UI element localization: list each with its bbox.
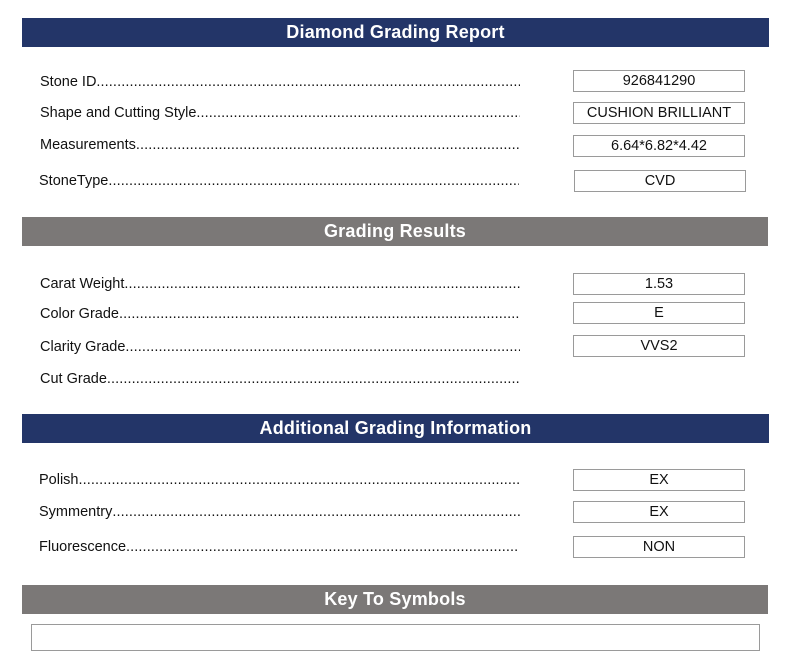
polish-label: Polish	[39, 472, 79, 488]
stone-id-value: 926841290	[573, 70, 745, 92]
section-header-grading: Grading Results	[22, 217, 768, 246]
color-value: E	[573, 302, 745, 324]
symmetry-value: EX	[573, 501, 745, 523]
leader-dots	[196, 105, 520, 121]
stone-type-row	[39, 171, 519, 191]
shape-row	[40, 103, 520, 123]
stone-id-label: Stone ID	[40, 74, 97, 90]
clarity-label: Clarity Grade	[40, 339, 126, 355]
measurements-value: 6.64*6.82*4.42	[573, 135, 745, 157]
measurements-label: Measurements	[40, 137, 136, 153]
leader-dots	[124, 276, 520, 292]
section-header-additional: Additional Grading Information	[22, 414, 769, 443]
leader-dots	[126, 539, 519, 555]
color-label: Color Grade	[40, 306, 119, 322]
section-header-key: Key To Symbols	[22, 585, 768, 614]
leader-dots	[107, 371, 520, 387]
symmetry-label: Symmentry	[39, 504, 113, 520]
clarity-value: VVS2	[573, 335, 745, 357]
cut-row	[40, 369, 520, 389]
carat-value: 1.53	[573, 273, 745, 295]
leader-dots	[96, 74, 520, 90]
carat-row	[40, 274, 520, 294]
carat-label: Carat Weight	[40, 276, 125, 292]
leader-dots	[125, 339, 520, 355]
shape-label: Shape and Cutting Style	[40, 105, 197, 121]
leader-dots	[79, 472, 520, 488]
leader-dots	[136, 137, 520, 153]
measurements-row	[40, 135, 520, 155]
color-row	[40, 304, 520, 324]
polish-row	[39, 470, 519, 490]
clarity-row	[40, 337, 520, 357]
cut-label: Cut Grade	[40, 371, 107, 387]
stone-type-label: StoneType	[39, 173, 109, 189]
stone-type-value: CVD	[574, 170, 746, 192]
fluorescence-row	[39, 537, 519, 557]
fluorescence-value: NON	[573, 536, 745, 558]
leader-dots	[112, 504, 522, 520]
symmetry-row	[39, 502, 522, 522]
shape-value: CUSHION BRILLIANT	[573, 102, 745, 124]
fluorescence-label: Fluorescence	[39, 539, 127, 555]
leader-dots	[108, 173, 519, 189]
key-to-symbols-box	[31, 624, 760, 651]
polish-value: EX	[573, 469, 745, 491]
stone-id-row	[40, 72, 520, 92]
section-header-report: Diamond Grading Report	[22, 18, 769, 47]
leader-dots	[119, 306, 520, 322]
